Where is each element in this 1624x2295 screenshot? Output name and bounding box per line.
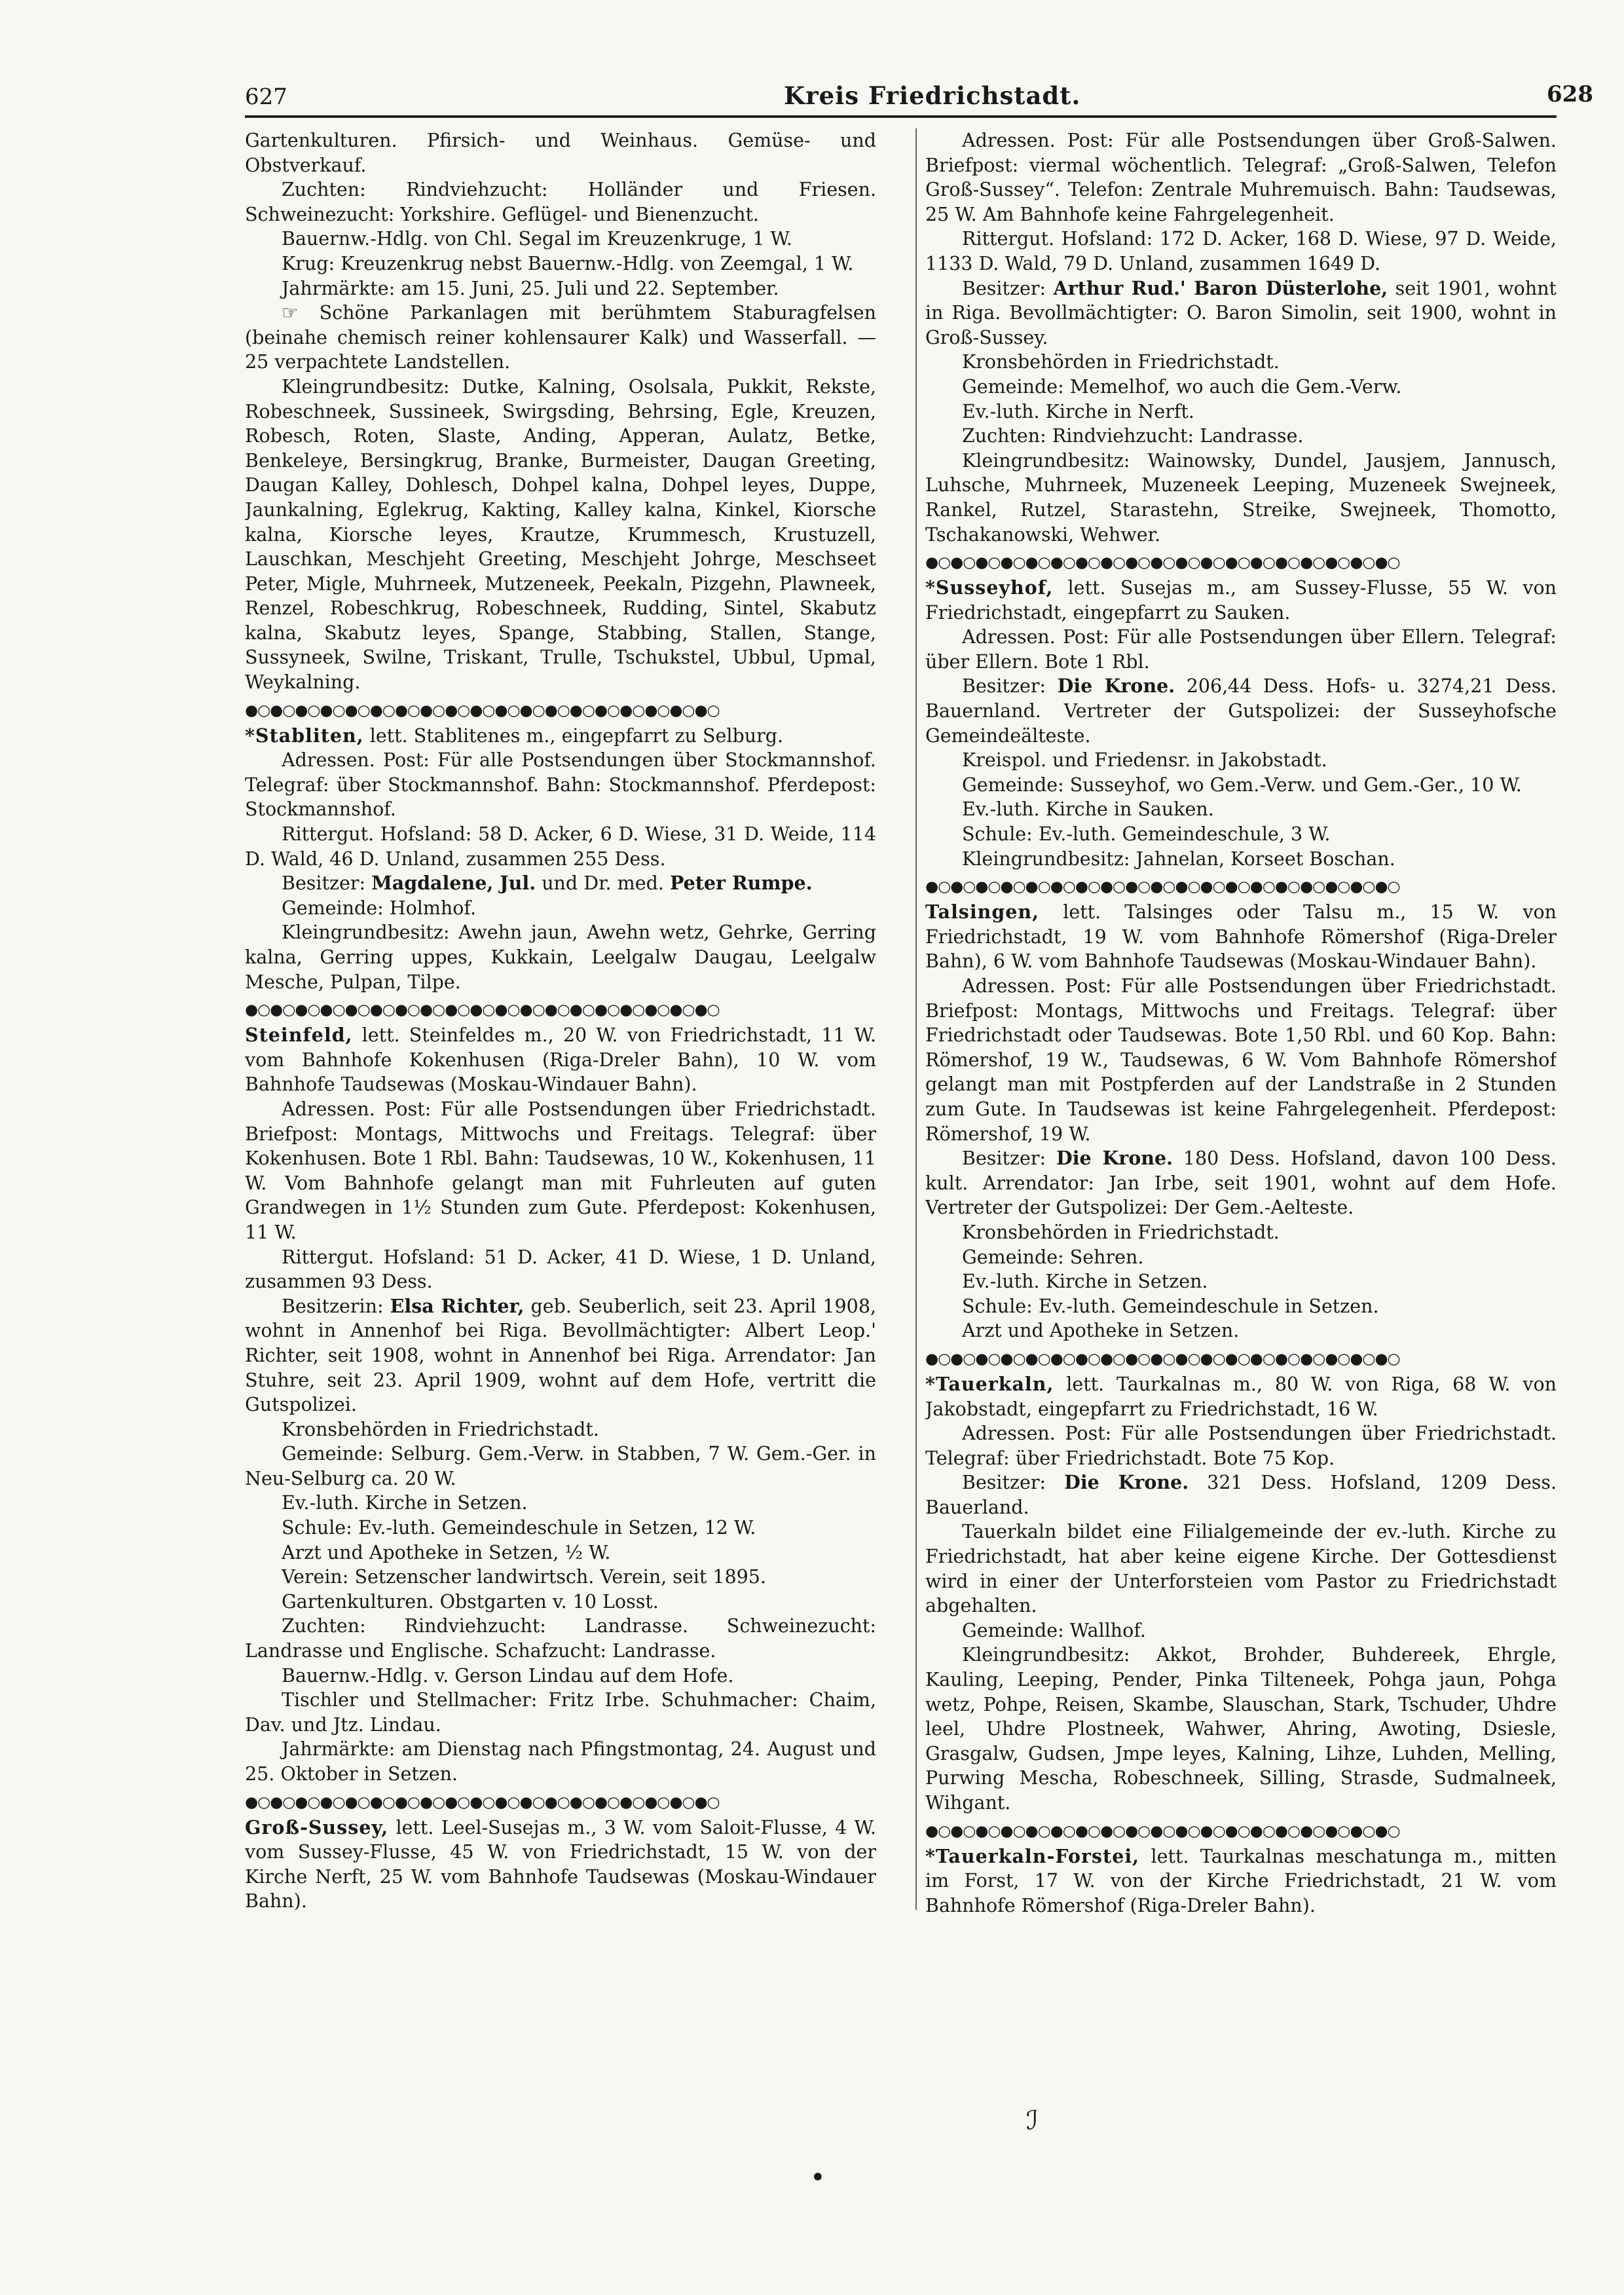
owner-name: Arthur Rud.' Baron Düsterlohe,	[1053, 276, 1388, 299]
owner-paragraph	[925, 1146, 1557, 1220]
entry-separator: ●○●○●○●○●○●○●○●○●○●○●○●○●○●○●○●○●○●○●○	[245, 701, 720, 719]
owner-paragraph	[245, 1294, 876, 1417]
page-number-right: 628	[1547, 81, 1593, 107]
entry-intro	[245, 1816, 876, 1914]
running-head: Kreis Friedrichstadt.	[784, 81, 1081, 110]
entry-intro-text: lett. Talsinges oder Talsu m., 15 W. von Friedrichstadt, 19 W. vom Bahnhofe Römershof (Riga-Dreler Bahn), 6 W. vom Bahnhofe Taudsewas (Moskau-Windauer Bahn).	[925, 901, 1557, 973]
entry-intro-text: lett. Susejas m., am Sussey-Flusse, 55 W. von Friedrichstadt, eingepfarrt zu Sauken.	[925, 577, 1557, 624]
owner-name: Elsa Richter,	[390, 1294, 525, 1317]
entry-intro	[925, 1844, 1557, 1918]
paragraph: Schule: Ev.-luth. Gemeindeschule, 3 W.	[962, 823, 1331, 846]
owner-label: Besitzer:	[962, 277, 1046, 299]
paragraph: Ev.-luth. Kirche in Nerft.	[962, 400, 1194, 422]
paragraph: Adressen. Post: Für alle Postsendungen über Friedrichstadt. Telegraf: über Friedrichstadt. Bote 75 Kop.	[925, 1423, 1557, 1469]
entry-intro-text: lett. Stablitenes m., eingepfarrt zu Selburg.	[369, 724, 784, 747]
page-number-left: 627	[245, 84, 287, 110]
paragraph: Kronsbehörden in Friedrichstadt.	[962, 351, 1280, 373]
paragraph: Ev.-luth. Kirche in Setzen.	[962, 1271, 1208, 1293]
paragraph: Kreispol. und Friedensr. in Jakobstadt.	[962, 749, 1327, 772]
paragraph: Rittergut. Hofsland: 172 D. Acker, 168 D. Wiese, 97 D. Weide, 1133 D. Wald, 79 D. Unland, zusammen 1649 D.	[925, 228, 1557, 274]
paragraph: Ev.-luth. Kirche in Sauken.	[962, 798, 1214, 821]
paragraph: Rittergut. Hofsland: 58 D. Acker, 6 D. Wiese, 31 D. Weide, 114 D. Wald, 46 D. Unland, zusammen 255 Dess.	[245, 823, 876, 870]
entry-intro	[245, 724, 876, 749]
paragraph: Zuchten: Rindviehzucht: Holländer und Friesen. Schweinezucht: Yorkshire. Geflügel- und Bienenzucht.	[245, 179, 876, 225]
entry-name: *Susseyhof,	[925, 576, 1054, 599]
owner-paragraph	[925, 276, 1557, 350]
entry-separator: ●○●○●○●○●○●○●○●○●○●○●○●○●○●○●○●○●○●○●○	[245, 1001, 720, 1019]
entry-separator: ●○●○●○●○●○●○●○●○●○●○●○●○●○●○●○●○●○●○●○	[925, 1822, 1400, 1840]
owner-name: Peter Rumpe.	[669, 872, 813, 895]
header-rule	[245, 115, 1557, 118]
paragraph: Kleingrundbesitz: Awehn jaun, Awehn wetz, Gehrke, Gerring kalna, Gerring uppes, Kukkain, Leelgalw Daugau, Leelgalw Mesche, Pulpan, Tilpe.	[245, 922, 876, 993]
owner-name: Die Krone.	[1064, 1471, 1189, 1494]
paragraph: Verein: Setzenscher landwirtsch. Verein, seit 1895.	[282, 1566, 766, 1588]
entry-name: Steinfeld,	[245, 1024, 353, 1047]
paragraph: Kleingrundbesitz: Dutke, Kalning, Osolsala, Pukkit, Rekste, Robeschneek, Sussineek, Swirgsding, Behrsing, Egle, Kreuzen, Robesch, Roten, Slaste, Anding, Apperan, Aulatz, Betke, Benkeleye, Bersingkrug, Branke, Burmeister, Daugan Greeting, Daugan Kalley, Dohlesch, Dohpel kalna, Dohpel leyes, Duppe, Jaunkalning, Eglekrug, Kakting, Kalley kalna, Kinkel, Kiorsche kalna, Kiorsche leyes, Krautze, Krummesch, Krustuzell, Lauschkan, Meschjeht Greeting, Meschjeht Johrge, Meschseet Peter, Migle, Muhrneek, Mutzeneek, Peekaln, Pizgehn, Plawneek, Renzel, Robeschkrug, Robeschneek, Rudding, Sintel, Skabutz kalna, Skabutz leyes, Spange, Stabbing, Stallen, Stange, Sussyneek, Swilne, Triskant, Trulle, Tschukstel, Ubbul, Upmal, Weykalning.	[245, 375, 876, 694]
paragraph: Kleingrundbesitz: Wainowsky, Dundel, Jausjem, Jannusch, Luhsche, Muhrneek, Muzeneek Leeping, Muzeneek Swejneek, Rankel, Rutzel, Starastehn, Streike, Swejneek, Thomotto, Tschakanowski, Wehwer.	[925, 449, 1557, 546]
owner-label: Besitzer:	[962, 675, 1046, 698]
paragraph: Tauerkaln bildet eine Filialgemeinde der ev.-luth. Kirche zu Friedrichstadt, hat aber keine eigene Kirche. Der Gottesdienst wird in einer der Unterforsteien vom Pastor zu Friedrichstadt abgehalten.	[925, 1521, 1557, 1617]
paragraph: Adressen. Post: Für alle Postsendungen über Friedrichstadt. Briefpost: Montags, Mittwochs und Freitags. Telegraf: über Kokenhusen. Bote 1 Rbl. Bahn: Taudsewas, 10 W., Kokenhusen, 11 W. Vom Bahnhofe gelangt man mit Fuhrleuten auf guten Grandwegen in 1½ Stunden zum Gute. Pferdepost: Kokenhusen, 11 W.	[245, 1098, 876, 1243]
entry-separator: ●○●○●○●○●○●○●○●○●○●○●○●○●○●○●○●○●○●○●○	[925, 1350, 1400, 1368]
entry-intro-text: lett. Taurkalnas m., 80 W. von Riga, 68 W. von Jakobstadt, eingepfarrt zu Friedrichstadt, 16 W.	[925, 1373, 1557, 1420]
column-divider	[915, 128, 917, 1910]
paragraph: ☞ Schöne Parkanlagen mit berühmtem Staburagfelsen (beinahe chemisch reiner kohlensaurer Kalk) und Wasserfall. — 25 verpachtete Landstellen.	[245, 302, 876, 373]
entry-intro	[925, 1372, 1557, 1421]
owner-paragraph	[925, 674, 1557, 748]
paragraph: Kleingrundbesitz: Jahnelan, Korseet Boschan.	[962, 848, 1395, 870]
paragraph: Jahrmärkte: am Dienstag nach Pfingstmontag, 24. August und 25. Oktober in Setzen.	[245, 1738, 876, 1785]
paragraph: Bauernw.-Hdlg. v. Gerson Lindau auf dem Hofe.	[282, 1664, 734, 1687]
paragraph: Rittergut. Hofsland: 51 D. Acker, 41 D. Wiese, 1 D. Unland, zusammen 93 Dess.	[245, 1246, 876, 1293]
entry-intro	[925, 576, 1557, 625]
owner-text: und Dr. med.	[542, 872, 664, 895]
paragraph: Gemeinde: Wallhof.	[962, 1619, 1146, 1641]
entry-separator: ●○●○●○●○●○●○●○●○●○●○●○●○●○●○●○●○●○●○●○	[925, 554, 1400, 572]
owner-paragraph	[245, 871, 876, 896]
paragraph: Kronsbehörden in Friedrichstadt.	[962, 1221, 1280, 1243]
owner-label: Besitzer:	[282, 872, 366, 895]
paragraph: Tischler und Stellmacher: Fritz Irbe. Schuhmacher: Chaim, Dav. und Jtz. Lindau.	[245, 1689, 876, 1736]
entry-name: *Tauerkaln,	[925, 1372, 1054, 1395]
entry-name: *Tauerkaln-Forstei,	[925, 1844, 1140, 1867]
paragraph: Arzt und Apotheke in Setzen.	[962, 1320, 1240, 1342]
entry-intro-text: lett. Leel-Susejas m., 3 W. vom Saloit-Flusse, 4 W. vom Sussey-Flusse, 45 W. von Friedrichstadt, 15 W. von der Kirche Nerft, 25 W. vom Bahnhofe Taudsewas (Moskau-Windauer Bahn).	[245, 1816, 876, 1912]
paragraph: Krug: Kreuzenkrug nebst Bauernw.-Hdlg. von Zeemgal, 1 W.	[282, 252, 854, 274]
paragraph: Gemeinde: Selburg. Gem.-Verw. in Stabben, 7 W. Gem.-Ger. in Neu-Selburg ca. 20 W.	[245, 1443, 876, 1489]
paragraph: Gemeinde: Holmhof.	[282, 897, 477, 919]
paragraph: Adressen. Post: Für alle Postsendungen über Groß-Salwen. Briefpost: viermal wöchentlich. Telegraf: „Groß-Salwen, Telefon Groß-Sussey“. Telefon: Zentrale Muhremuisch. Bahn: Taudsewas, 25 W. Am Bahnhofe keine Fahrgelegenheit.	[925, 130, 1557, 225]
entry-name: *Stabliten,	[245, 724, 364, 747]
owner-name: Die Krone.	[1056, 1147, 1173, 1170]
paragraph: Bauernw.-Hdlg. von Chl. Segal im Kreuzenkruge, 1 W.	[282, 228, 792, 250]
owner-label: Besitzer:	[962, 1472, 1046, 1494]
paragraph: Adressen. Post: Für alle Postsendungen über Ellern. Telegraf: über Ellern. Bote 1 Rbl.	[925, 626, 1557, 673]
owner-name: Die Krone.	[1057, 675, 1175, 698]
entry-separator: ●○●○●○●○●○●○●○●○●○●○●○●○●○●○●○●○●○●○●○	[245, 1793, 720, 1811]
entry-intro-text: lett. Taurkalnas meschatunga m., mitten im Forst, 17 W. von der Kirche Friedrichstadt, 21 W. vom Bahnhofe Römershof (Riga-Dreler Bahn).	[925, 1845, 1557, 1916]
paragraph: Jahrmärkte: am 15. Juni, 25. Juli und 22. September.	[282, 277, 779, 299]
owner-text: geb. Seuberlich, seit 23. April 1908, wohnt in Annenhof bei Riga. Bevollmächtigter: Albert Leop.' Richter, seit 1908, wohnt in Annenhof bei Riga. Arrendator: Jan Stuhre, seit 23. April 1909, wohnt auf dem Hofe, vertritt die Gutspolizei.	[245, 1295, 876, 1416]
entry-intro-text: lett. Steinfeldes m., 20 W. von Friedrichstadt, 11 W. vom Bahnhofe Kokenhusen (Riga-Dreler Bahn), 10 W. vom Bahnhofe Taudsewas (Moskau-Windauer Bahn).	[245, 1024, 876, 1096]
paragraph: Kronsbehörden in Friedrichstadt.	[282, 1418, 599, 1440]
paragraph: Adressen. Post: Für alle Postsendungen über Stockmannshof. Telegraf: über Stockmannshof. Bahn: Stockmannshof. Pferdepost: Stockmannshof.	[245, 749, 876, 821]
owner-text: 206,44 Dess. Hofs- u. 3274,21 Dess. Bauernland. Vertreter der Gutspolizei: der Susseyhofsche Gemeindeälteste.	[925, 675, 1557, 747]
entry-separator: ●○●○●○●○●○●○●○●○●○●○●○●○●○●○●○●○●○●○●○	[925, 878, 1400, 896]
owner-text: 180 Dess. Hofsland, davon 100 Dess. kult. Arrendator: Jan Irbe, seit 1901, wohnt auf dem Hofe. Vertreter der Gutspolizei: Der Gem.-Aelteste.	[925, 1148, 1557, 1219]
paragraph: Kleingrundbesitz: Akkot, Brohder, Buhdereek, Ehrgle, Kauling, Leeping, Pender, Pinka Tilteneek, Pohga jaun, Pohga wetz, Pohpe, Reisen, Skambe, Slauschan, Stark, Tschuder, Uhdre leel, Uhdre Plostneek, Wahwer, Ahring, Awoting, Dsiesle, Grasgalw, Gudsen, Jmpe leyes, Kalning, Lihze, Luhden, Melling, Purwing Mescha, Robeschneek, Silling, Strasde, Sudmalneek, Wihgant.	[925, 1644, 1557, 1814]
stray-mark: •	[810, 2163, 826, 2193]
owner-paragraph	[925, 1470, 1557, 1520]
owner-label: Besitzer:	[962, 1148, 1046, 1170]
paragraph: Zuchten: Rindviehzucht: Landrasse.	[962, 425, 1304, 447]
stray-mark: ℐ	[1026, 2106, 1039, 2136]
paragraph: Schule: Ev.-luth. Gemeindeschule in Setzen, 12 W.	[282, 1517, 756, 1539]
left-column	[245, 128, 876, 1930]
entry-name: Groß-Sussey,	[245, 1816, 389, 1838]
paragraph: Gemeinde: Memelhof, wo auch die Gem.-Verw.	[962, 375, 1402, 398]
entry-intro	[925, 900, 1557, 974]
paragraph: Ev.-luth. Kirche in Setzen.	[282, 1492, 528, 1514]
right-column	[925, 128, 1557, 1930]
paragraph: Arzt und Apotheke in Setzen, ½ W.	[282, 1541, 611, 1563]
entry-intro	[245, 1023, 876, 1097]
paragraph: Gartenkulturen. Pfirsich- und Weinhaus. Gemüse- und Obstverkauf.	[245, 130, 876, 176]
paragraph: Zuchten: Rindviehzucht: Landrasse. Schweinezucht: Landrasse und Englische. Schafzucht: Landrasse.	[245, 1615, 876, 1662]
owner-text: seit 1901, wohnt in Riga. Bevollmächtigter: O. Baron Simolin, seit 1900, wohnt in Groß-Sussey.	[925, 277, 1557, 348]
paragraph: Schule: Ev.-luth. Gemeindeschule in Setzen.	[962, 1295, 1379, 1317]
owner-name: Magdalene, Jul.	[371, 872, 536, 895]
paragraph: Gemeinde: Susseyhof, wo Gem.-Verw. und Gem.-Ger., 10 W.	[962, 774, 1522, 796]
paragraph: Gemeinde: Sehren.	[962, 1246, 1144, 1268]
owner-label: Besitzerin:	[282, 1295, 384, 1317]
owner-text: 321 Dess. Hofsland, 1209 Dess. Bauerland.	[925, 1472, 1557, 1518]
entry-name: Talsingen,	[925, 901, 1040, 924]
paragraph: Gartenkulturen. Obstgarten v. 10 Losst.	[282, 1590, 659, 1613]
paragraph: Adressen. Post: Für alle Postsendungen über Friedrichstadt. Briefpost: Montags, Mittwochs und Freitags. Telegraf: über Friedrichstadt oder Taudsewas. Bote 1,50 Rbl. und 60 Kop. Bahn: Römershof, 19 W., Taudsewas, 6 W. Vom Bahnhofe Römershof gelangt man mit Postpferden auf der Landstraße in 2 Stunden zum Gute. In Taudsewas ist keine Fahrgelegenheit. Pferdepost: Römershof, 19 W.	[925, 975, 1557, 1145]
